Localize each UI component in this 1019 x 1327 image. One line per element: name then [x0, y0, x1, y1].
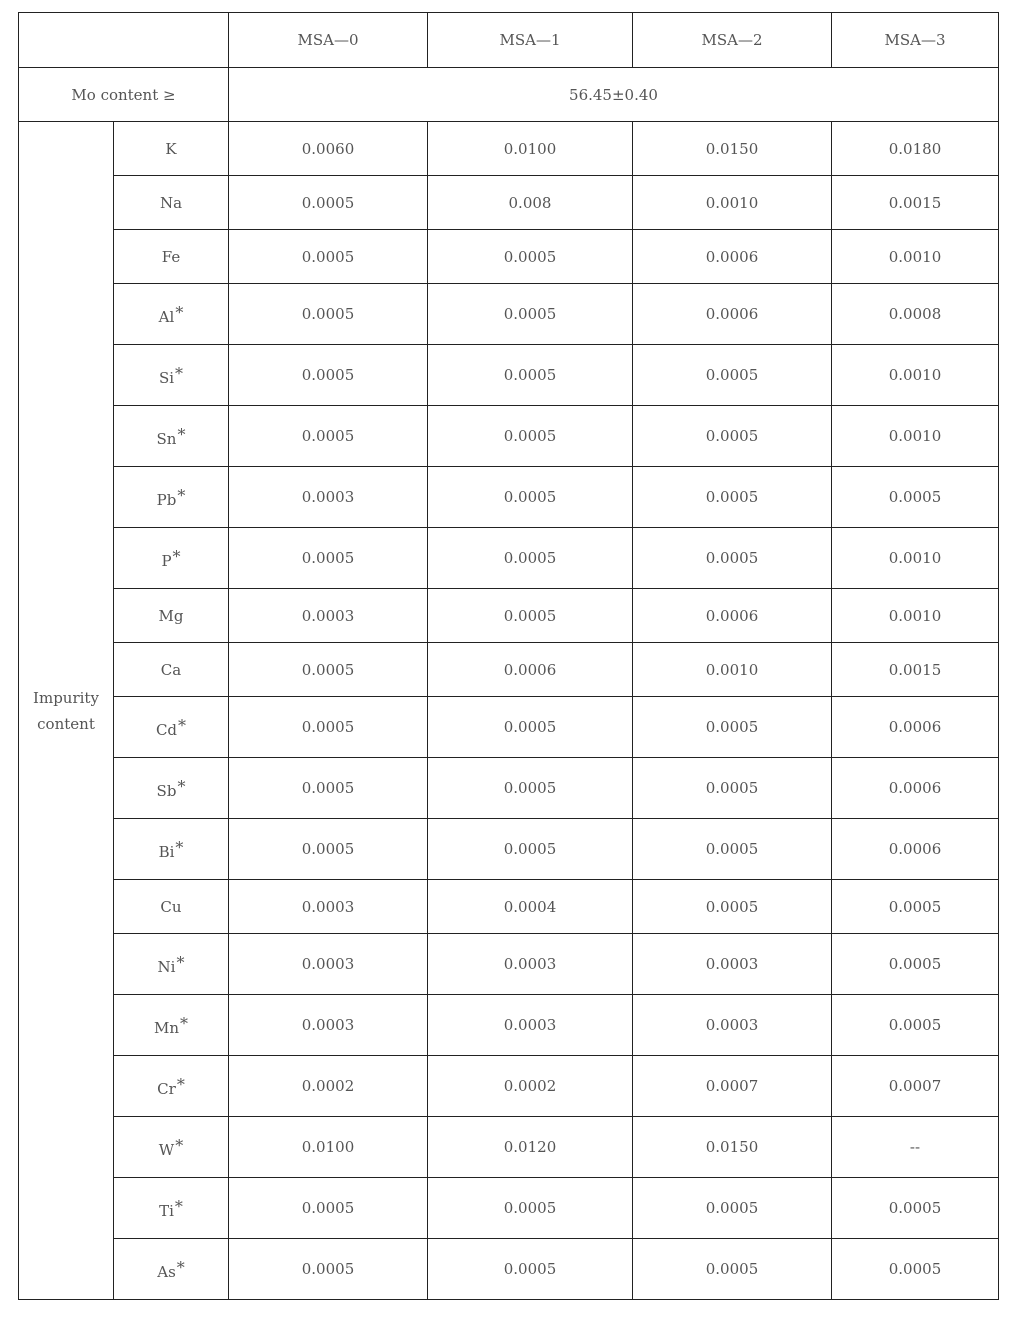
impurity-value-cell: 0.0006 [832, 697, 999, 758]
impurity-row [19, 880, 999, 934]
impurity-value-cell: 0.0003 [229, 995, 428, 1056]
impurity-value-cell: 0.0005 [428, 467, 633, 528]
impurity-value-cell: 0.0005 [229, 758, 428, 819]
impurity-value-cell: 0.0005 [633, 880, 832, 934]
impurity-row [19, 230, 999, 284]
element-symbol: P [161, 551, 172, 570]
impurity-value-cell: 0.0003 [633, 995, 832, 1056]
impurity-value-cell: 0.0007 [633, 1056, 832, 1117]
impurity-value-cell: 0.0005 [428, 697, 633, 758]
impurity-row [19, 589, 999, 643]
impurity-row [19, 176, 999, 230]
element-cell [114, 528, 229, 589]
element-symbol: Ca [160, 660, 182, 679]
impurity-value-cell: 0.0005 [428, 1239, 633, 1300]
asterisk-mark: * [176, 1074, 185, 1094]
grade-header-msa-0: MSA—0 [229, 13, 428, 68]
impurity-value-cell: 0.0005 [633, 406, 832, 467]
element-symbol: Mg [158, 606, 184, 625]
asterisk-mark: * [175, 302, 184, 322]
impurity-value-cell: 0.0005 [633, 1239, 832, 1300]
impurity-value-cell: 0.0006 [633, 589, 832, 643]
impurity-value-cell: 0.0006 [633, 284, 832, 345]
impurity-value-cell: 0.0010 [832, 528, 999, 589]
element-symbol: Mn [153, 1018, 180, 1037]
impurity-value-cell: 0.0015 [832, 643, 999, 697]
impurity-value-cell: 0.0005 [229, 345, 428, 406]
asterisk-mark: * [174, 1196, 183, 1216]
asterisk-mark: * [176, 1257, 185, 1277]
impurity-value-cell: 0.0005 [428, 345, 633, 406]
element-cell [114, 819, 229, 880]
mo-content-row [19, 68, 999, 122]
element-symbol: Fe [161, 247, 181, 266]
impurity-value-cell: 0.0010 [832, 589, 999, 643]
asterisk-mark: * [175, 1135, 184, 1155]
impurity-value-cell: 0.0005 [229, 230, 428, 284]
impurity-value-cell: 0.0150 [633, 1117, 832, 1178]
mo-content-label: Mo content ≥ [19, 68, 229, 122]
impurity-value-cell: 0.0005 [428, 528, 633, 589]
impurity-value-cell: 0.0010 [832, 406, 999, 467]
element-symbol: Bi [158, 842, 175, 861]
impurity-value-cell: 0.0003 [428, 934, 633, 995]
impurity-value-cell: 0.0005 [229, 1239, 428, 1300]
impurity-value-cell: 0.0003 [229, 934, 428, 995]
impurity-value-cell: 0.0008 [832, 284, 999, 345]
element-cell [114, 345, 229, 406]
element-cell [114, 406, 229, 467]
impurity-value-cell: -- [832, 1117, 999, 1178]
impurity-value-cell: 0.0005 [229, 643, 428, 697]
impurity-value-cell: 0.0005 [428, 230, 633, 284]
impurity-row [19, 643, 999, 697]
impurity-value-cell: 0.0006 [832, 819, 999, 880]
impurity-value-cell: 0.0005 [832, 1239, 999, 1300]
impurity-row [19, 758, 999, 819]
grade-header-msa-1: MSA—1 [428, 13, 633, 68]
element-cell [114, 697, 229, 758]
element-symbol: W [158, 1140, 175, 1159]
element-symbol: Cu [160, 897, 182, 916]
element-symbol: Si [158, 368, 175, 387]
impurity-row [19, 1056, 999, 1117]
impurity-value-cell: 0.0005 [428, 819, 633, 880]
impurity-value-cell: 0.0005 [832, 995, 999, 1056]
impurity-label-line2: content [37, 714, 95, 733]
impurity-value-cell: 0.0003 [229, 467, 428, 528]
element-symbol: Ni [157, 957, 176, 976]
impurity-row [19, 819, 999, 880]
element-cell [114, 176, 229, 230]
element-symbol: Pb [156, 490, 177, 509]
impurity-row [19, 697, 999, 758]
impurity-row [19, 406, 999, 467]
impurity-row [19, 1178, 999, 1239]
asterisk-mark: * [180, 1013, 189, 1033]
impurity-value-cell: 0.0005 [633, 467, 832, 528]
impurity-row [19, 934, 999, 995]
element-symbol: Cr [157, 1079, 176, 1098]
asterisk-mark: * [175, 363, 184, 383]
element-symbol: As [157, 1262, 176, 1281]
impurity-value-cell: 0.0100 [229, 1117, 428, 1178]
impurity-value-cell: 0.0002 [229, 1056, 428, 1117]
impurity-value-cell: 0.0005 [229, 284, 428, 345]
impurity-row [19, 1117, 999, 1178]
asterisk-mark: * [176, 952, 185, 972]
impurity-label-line1: Impurity [33, 688, 99, 707]
impurity-value-cell: 0.0006 [428, 643, 633, 697]
grade-header-msa-3: MSA—3 [832, 13, 999, 68]
impurity-value-cell: 0.0005 [633, 819, 832, 880]
impurity-value-cell: 0.0005 [633, 697, 832, 758]
impurity-value-cell: 0.0060 [229, 122, 428, 176]
impurity-row [19, 995, 999, 1056]
element-cell [114, 467, 229, 528]
asterisk-mark: * [175, 837, 184, 857]
element-cell [114, 1117, 229, 1178]
impurity-value-cell: 0.0005 [229, 819, 428, 880]
impurity-value-cell: 0.0002 [428, 1056, 633, 1117]
element-symbol: Ti [159, 1201, 174, 1220]
impurity-row [19, 528, 999, 589]
element-symbol: K [165, 139, 177, 158]
impurity-value-cell: 0.0004 [428, 880, 633, 934]
element-cell [114, 995, 229, 1056]
element-cell [114, 880, 229, 934]
impurity-value-cell: 0.0005 [832, 1178, 999, 1239]
impurity-value-cell: 0.0007 [832, 1056, 999, 1117]
impurity-value-cell: 0.0120 [428, 1117, 633, 1178]
element-symbol: Na [159, 193, 183, 212]
element-cell [114, 284, 229, 345]
impurity-value-cell: 0.0005 [428, 1178, 633, 1239]
impurity-value-cell: 0.0005 [633, 345, 832, 406]
impurity-value-cell: 0.0005 [229, 1178, 428, 1239]
element-symbol: Cd [155, 720, 178, 739]
impurity-value-cell: 0.0010 [832, 230, 999, 284]
impurity-value-cell: 0.0005 [229, 528, 428, 589]
impurity-value-cell: 0.0003 [633, 934, 832, 995]
impurity-value-cell: 0.0003 [229, 589, 428, 643]
header-corner-cell [19, 13, 229, 68]
asterisk-mark: * [177, 776, 186, 796]
impurity-value-cell: 0.0005 [633, 1178, 832, 1239]
impurity-row [19, 1239, 999, 1300]
impurity-value-cell: 0.0003 [428, 995, 633, 1056]
impurity-value-cell: 0.0005 [428, 284, 633, 345]
impurity-value-cell: 0.0180 [832, 122, 999, 176]
element-cell [114, 1056, 229, 1117]
element-cell [114, 589, 229, 643]
element-cell [114, 1239, 229, 1300]
asterisk-mark: * [177, 485, 186, 505]
element-cell [114, 122, 229, 176]
impurity-value-cell: 0.0005 [428, 589, 633, 643]
impurity-value-cell: 0.0005 [428, 406, 633, 467]
impurity-value-cell: 0.0100 [428, 122, 633, 176]
impurity-value-cell: 0.0003 [229, 880, 428, 934]
asterisk-mark: * [178, 715, 187, 735]
impurity-value-cell: 0.0015 [832, 176, 999, 230]
impurity-value-cell: 0.0005 [633, 528, 832, 589]
impurity-value-cell: 0.0010 [633, 643, 832, 697]
impurity-value-cell: 0.0005 [832, 880, 999, 934]
asterisk-mark: * [172, 546, 181, 566]
impurity-value-cell: 0.0150 [633, 122, 832, 176]
impurity-row [19, 467, 999, 528]
impurity-value-cell: 0.0005 [229, 406, 428, 467]
impurity-value-cell: 0.0006 [832, 758, 999, 819]
element-cell [114, 758, 229, 819]
impurity-value-cell: 0.0005 [229, 697, 428, 758]
impurity-value-cell: 0.0005 [832, 467, 999, 528]
impurity-spec-table [18, 12, 999, 1300]
element-symbol: Al [158, 307, 175, 326]
element-cell [114, 934, 229, 995]
element-cell [114, 1178, 229, 1239]
impurity-value-cell: 0.0005 [832, 934, 999, 995]
impurity-value-cell: 0.0006 [633, 230, 832, 284]
impurity-value-cell: 0.0010 [832, 345, 999, 406]
header-row [19, 13, 999, 68]
impurity-row [19, 345, 999, 406]
grade-header-msa-2: MSA—2 [633, 13, 832, 68]
impurity-value-cell: 0.008 [428, 176, 633, 230]
element-cell [114, 643, 229, 697]
impurity-value-cell: 0.0010 [633, 176, 832, 230]
impurity-row [19, 122, 999, 176]
element-symbol: Sn [156, 429, 177, 448]
impurity-value-cell: 0.0005 [428, 758, 633, 819]
impurity-value-cell: 0.0005 [229, 176, 428, 230]
asterisk-mark: * [177, 424, 186, 444]
impurity-value-cell: 0.0005 [633, 758, 832, 819]
element-cell [114, 230, 229, 284]
impurity-row [19, 284, 999, 345]
element-symbol: Sb [156, 781, 177, 800]
impurity-content-label [19, 122, 114, 1300]
mo-content-value: 56.45±0.40 [229, 68, 999, 122]
